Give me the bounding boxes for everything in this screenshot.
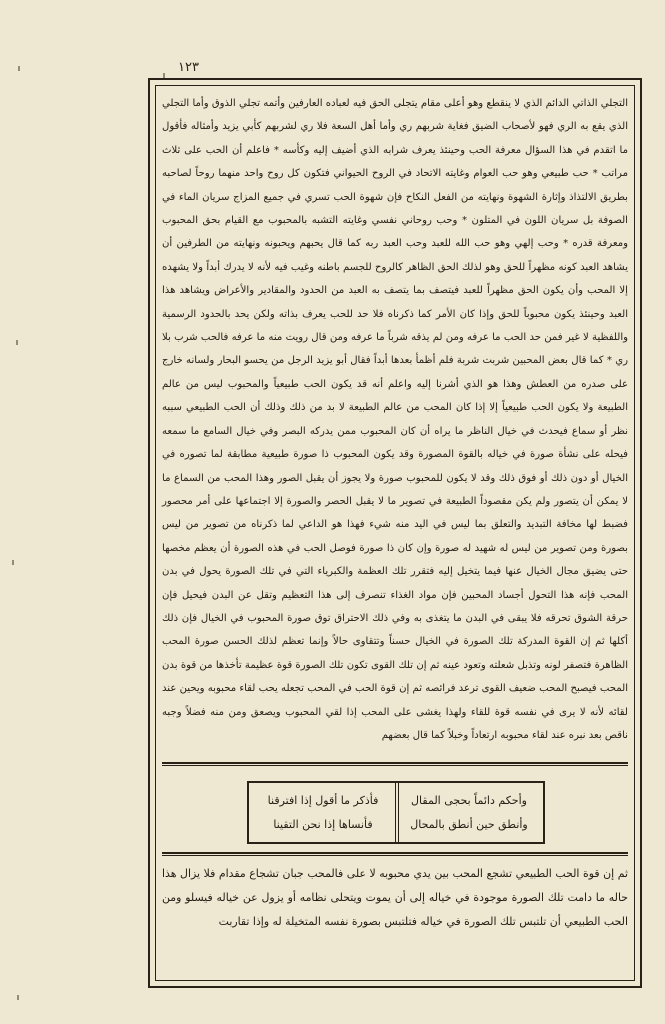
verse-line: فأذكر ما أقول إذا افترقنا	[267, 794, 379, 807]
verse-divider	[395, 783, 399, 842]
verse-hemistich-left	[253, 789, 393, 837]
margin-mark	[12, 560, 14, 565]
separator-rule-bottom	[162, 852, 628, 856]
main-text-paragraph: التجلي الذاتي الدائم الذي لا ينقطع وهو أعلى مقام يتجلى الحق فيه لعباده العارفين وأتمه تجلي الذوق وأما التجلي الذي يقع به الري فهو لأصحاب الضيق فغاية شربهم ري وأما أهل السعة فلا ري لشربهم كأبي يزيد وأمثاله فأقول ما اتقدم في هذا السؤال معرفة الحب وحينئذ يعرف شرابه الذي أضيف إليه وكأسه * فاعلم أن الحب على ثلاث مراتب * حب طبيعي وهو حب العوام وغايته الاتحاد في الروح الحيواني فتكون كل روح واحد منهما روحاً لصاحبه بطريق الالتذاذ وإثارة الشهوة ونهايته من الفعل النكاح فإن شهوة الحب تسري في جميع المزاج سريان الماء في الصوفة بل سريان اللون في المتلون * وحب روحاني نفسي وغايته التشبه بالمحبوب مع القيام بحق المحبوب ومعرفة قدره * وحب إلهي وهو حب الله للعبد وحب العبد ربه كما قال يحبهم ويحبونه ونهايته من الطرفين أن يشاهد العبد كونه مظهراً للحق وهو لذلك الحق الظاهر كالروح للجسم باطنه وغيب فيه لأنه لا يدرك أبداً ولا يشهده إلا المحب وأن يكون الحق مظهراً للعبد فيتصف بما يتصف به العبد من الحدود والمقادير والأعراض ويشاهد هذا العبد وحينئذ يكون محبوباً للحق وإذا كان الأمر كما ذكرناه فلا حد للحب يعرف بذاته ولكن يحد بالحدود الرسمية واللفظية لا غير فمن حد الحب ما عرفه ومن لم يذقه شرباً ما عرفه ومن قال رويت منه ما عرفه فالحب شرب بلا ري * كما قال بعض المحبين شربت شربة فلم أظمأ بعدها أبداً فقال أبو يزيد الرجل من يحسو البحار ولسانه خارج على صدره من العطش وهذا هو الذي أشرنا إليه واعلم أنه قد يكون الحب طبيعياً والمحبوب ليس من عالم الطبيعة ولا يكون الحب طبيعياً إلا إذا كان المحب من عالم الطبيعة لا بد من ذلك وذلك أن الحب الطبيعي سببه نظر أو سماع فيحدث في خيال الناظر ما يراه أن كان المحبوب ممن يدركه البصر وفي خيال السامع ما سمعه فيحله على نشأة صورة في خياله بالقوة المصورة وقد يكون المحبوب ذا صورة طبيعية مطابقة لما تصوره في الخيال أو دون ذلك أو فوق ذلك وقد لا يكون للمحبوب صورة ولا يجوز أن يقبل الصور وهذا المحب من السماع ما لا يمكن أن يتصور ولم يكن مقصوداً الطبيعة في تصوير ما لا يقبل الحصر والصورة إلا اجتماعها على أمر محصور فضبط لها مخافة التبديد والتعلق بما ليس في اليد منه شيء فهذا هو الداعي لما ذكرناه من تصوير من ليس بصورة ومن تصوير من ليس له شهيد له صورة وإن كان ذا صورة فوصل الحب في هذه الصورة أن يعظم مخصها حتى يضيق مجال الخيال عنها فيما يتخيل إليه فتقرر تلك العظمة والكبرياء التي في تلك الصورة يحول في بدن المحب فإنه هذا التحول أجساد المحبين فإن مواد الغذاء تنصرف إلى هذا التعظيم وتقل عن البدن فيحيل فإن حرقة الشوق تحرقه فلا يبقى في البدن ما يتغذى به وفي ذلك الاحتراق توق صورة المحبوب في الخيال فإن ذلك أكلها ثم إن القوة المدركة تلك الصورة في الخيال حسناً وتتقاوى حالاً وإنما تعظم لذلك الحسن صورة المحب الظاهرة فتصفر لونه وتذبل شعلته وتعود عينه ثم إن تلك القوى تكون تلك الصورة قوة عظيمة تأخذها من قوة بدن المحب فيصبح المحب ضعيف القوى ترعد فرائصه ثم إن قوة الحب في المحب تجعله يحب لقاء محبوبه ويحين عند لقائه لأنه لا يرى في نفسه قوة للقاء ولهذا يغشى على المحب إذا لقي المحبوب ويصعق ومن منه فضلاً وجبه ناقص بعد نبره عند لقاء محبوبه ارتعاداً وخبلاً كما قال بعضهم	[162, 98, 628, 741]
margin-mark	[18, 66, 20, 71]
verse-line: فأنساها إذا نحن التقينا	[273, 818, 373, 831]
verse-hemistich-right	[399, 789, 539, 837]
verse-line: وأنطق حين أنطق بالمحال	[410, 818, 528, 831]
separator-rule-top	[162, 762, 628, 766]
verse-line: وأحكم دائماً بحجى المقال	[411, 794, 527, 807]
margin-mark	[16, 340, 18, 345]
main-text-block	[162, 92, 628, 747]
lower-text-block	[162, 862, 628, 934]
verse-box	[247, 781, 545, 844]
lower-text-paragraph: ثم إن قوة الحب الطبيعي تشجع المحب بين يدي محبوبه لا على فالمحب جبان تشجاع مقدام فلا يزال هذا حاله ما دامت تلك الصورة موجودة في خياله إلى أن يموت ويتحلى نظامه أو يزول عن خياله فيسلو ومن الحب الطبيعي أن تلتبس تلك الصورة في خياله فتلتبس بصورة نفسه المتخيلة له وإذا تقاربت	[162, 867, 628, 928]
margin-mark	[17, 995, 19, 1000]
page-number: ١٢٣	[178, 60, 199, 75]
